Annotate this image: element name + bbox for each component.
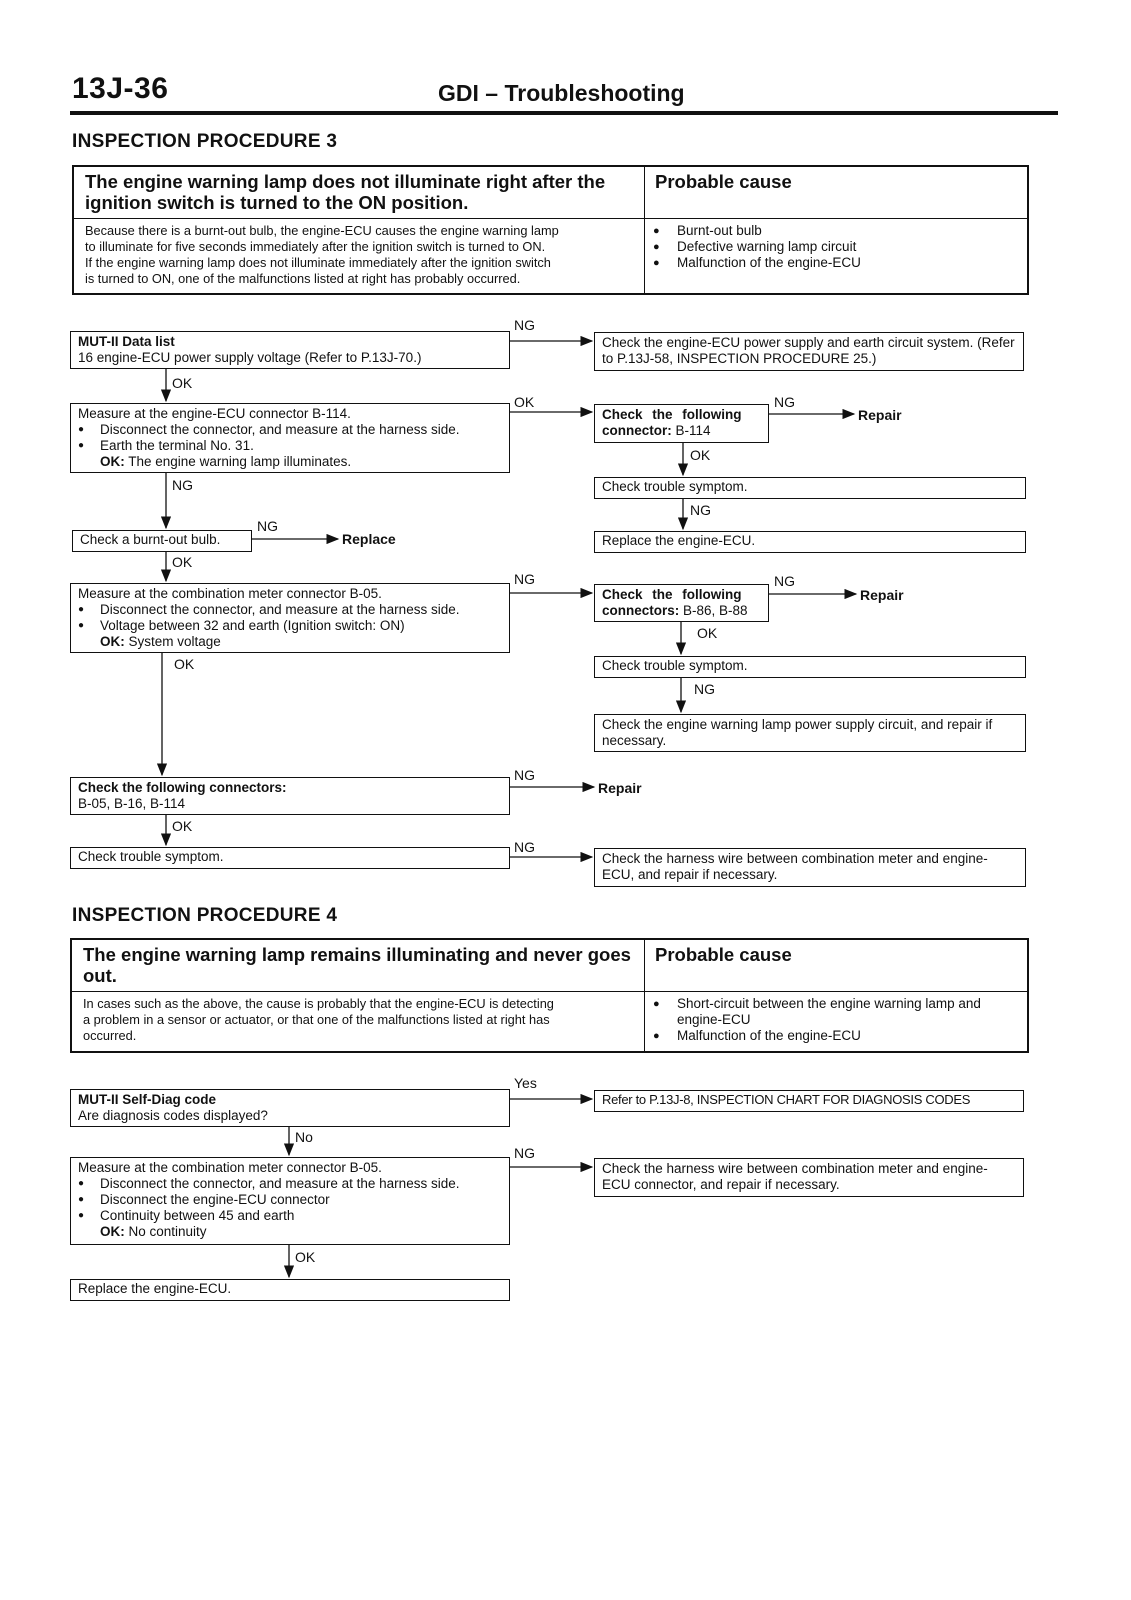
box-text: Check the harness wire between combination meter and engine-ECU, and repair if necessary.	[602, 851, 988, 882]
probable-cause-heading: Probable cause	[655, 171, 792, 192]
ok-label: OK	[697, 625, 718, 641]
connector-ids: B-86, B-88	[683, 603, 748, 618]
yes-label: Yes	[514, 1075, 537, 1091]
cause-item: ● Malfunction of the engine-ECU	[651, 1028, 1019, 1044]
ng-label: NG	[690, 502, 711, 518]
bullet-item: ● Disconnect the connector, and measure at the harness side.	[78, 422, 502, 438]
description-line: Because there is a burnt-out bulb, the engine-ECU causes the engine warning lamp	[85, 223, 559, 238]
box-text: Check the engine warning lamp power supply circuit, and repair if necessary.	[602, 717, 993, 748]
box-text: Replace the engine-ECU.	[602, 533, 756, 548]
procedure-3-heading: INSPECTION PROCEDURE 3	[72, 131, 338, 152]
ng-label: NG	[514, 317, 535, 333]
bullet-item: ● Continuity between 45 and earth	[78, 1208, 502, 1224]
bullet-item: ● Earth the terminal No. 31.	[78, 438, 502, 454]
description-line: occurred.	[83, 1028, 137, 1043]
no-label: No	[295, 1129, 313, 1145]
cause-item: ● Defective warning lamp circuit	[651, 239, 861, 255]
description-line: a problem in a sensor or actuator, or that one of the malfunctions listed at right has	[83, 1012, 550, 1027]
box-text: Replace the engine-ECU.	[78, 1281, 232, 1296]
repair-label: Repair	[858, 407, 902, 423]
bullet-item: ● Disconnect the engine-ECU connector	[78, 1192, 502, 1208]
ng-label: NG	[514, 767, 535, 783]
box-title: MUT-II Data list	[78, 334, 175, 349]
ng-label: NG	[257, 518, 278, 534]
ok-text: The engine warning lamp illuminates.	[128, 454, 352, 469]
ok-label: OK	[690, 447, 711, 463]
box-text: Check the harness wire between combination meter and engine-ECU connector, and repair if necessary.	[602, 1161, 988, 1192]
page-number: 13J-36	[72, 72, 169, 105]
procedure-3-condition: The engine warning lamp does not illuminate right after the ignition switch is turned to the ON position.	[85, 171, 606, 213]
ng-label: NG	[774, 394, 795, 410]
ok-label: OK	[172, 554, 193, 570]
ng-label: NG	[694, 681, 715, 697]
bullet-item: ● Voltage between 32 and earth (Ignition switch: ON)	[78, 618, 502, 634]
box-title: Check the following	[602, 407, 742, 422]
box-text: Are diagnosis codes displayed?	[78, 1108, 268, 1123]
box-text: 16 engine-ECU power supply voltage (Refer to P.13J-70.)	[78, 350, 422, 365]
repair-label: Repair	[860, 587, 904, 603]
repair-label: Repair	[598, 780, 642, 796]
ng-label: NG	[172, 477, 193, 493]
cause-item: ● Malfunction of the engine-ECU	[651, 255, 861, 271]
box-text: Check trouble symptom.	[602, 658, 748, 673]
ng-label: NG	[514, 571, 535, 587]
ok-label: OK	[295, 1249, 316, 1265]
description-line: is turned to ON, one of the malfunctions listed at right has probably occurred.	[85, 271, 521, 286]
ng-label: NG	[514, 1145, 535, 1161]
description-line: If the engine warning lamp does not illuminate immediately after the ignition switch	[85, 255, 551, 270]
bullet-item: ● Disconnect the connector, and measure at the harness side.	[78, 1176, 502, 1192]
ng-label: NG	[774, 573, 795, 589]
box-text: Check trouble symptom.	[602, 479, 748, 494]
box-text: Check trouble symptom.	[78, 849, 224, 864]
probable-cause-heading: Probable cause	[655, 944, 792, 965]
box-title: Check the following connectors:	[78, 780, 287, 795]
box-text: Check a burnt-out bulb.	[80, 532, 221, 547]
ok-label: OK	[514, 394, 535, 410]
procedure-4-heading: INSPECTION PROCEDURE 4	[72, 905, 338, 926]
procedure-4-condition: The engine warning lamp remains illuminating and never goes out.	[83, 944, 631, 986]
cause-item: ● Burnt-out bulb	[651, 223, 861, 239]
ok-label: OK	[172, 375, 193, 391]
check-connectors-b86-b88-box: Check the following connectors: B-86, B-88	[594, 584, 769, 622]
bullet-item: ● Disconnect the connector, and measure at the harness side.	[78, 602, 502, 618]
box-text: Measure at the combination meter connector B-05.	[78, 586, 382, 601]
ok-text: No continuity	[128, 1224, 207, 1239]
box-text: Measure at the engine-ECU connector B-114.	[78, 406, 351, 421]
box-title: MUT-II Self-Diag code	[78, 1092, 217, 1107]
replace-label: Replace	[342, 531, 396, 547]
ok-label: OK:	[100, 454, 125, 469]
ok-label: OK	[172, 818, 193, 834]
box-title: Check the following	[602, 587, 742, 602]
box-text: Refer to P.13J-8, INSPECTION CHART FOR DIAGNOSIS CODES	[602, 1092, 971, 1107]
ng-label: NG	[514, 839, 535, 855]
box-text: Check the engine-ECU power supply and earth circuit system. (Refer to P.13J-58, INSPECTION PROCEDURE 25.)	[602, 335, 1015, 366]
box-text: Measure at the combination meter connector B-05.	[78, 1160, 382, 1175]
connector-id: B-114	[675, 423, 711, 438]
ok-text: System voltage	[128, 634, 221, 649]
cause-item: ● Short-circuit between the engine warning lamp and engine-ECU	[651, 996, 1019, 1028]
ok-label: OK:	[100, 1224, 125, 1239]
check-connector-b114-box: Check the following connector: B-114	[594, 404, 769, 443]
ok-label: OK	[174, 656, 195, 672]
box-text: B-05, B-16, B-114	[78, 796, 186, 811]
section-title: GDI – Troubleshooting	[438, 80, 685, 106]
description-line: In cases such as the above, the cause is probably that the engine-ECU is detecting	[83, 996, 554, 1011]
ok-label: OK:	[100, 634, 125, 649]
description-line: to illuminate for five seconds immediately after the ignition switch is turned to ON.	[85, 239, 546, 254]
